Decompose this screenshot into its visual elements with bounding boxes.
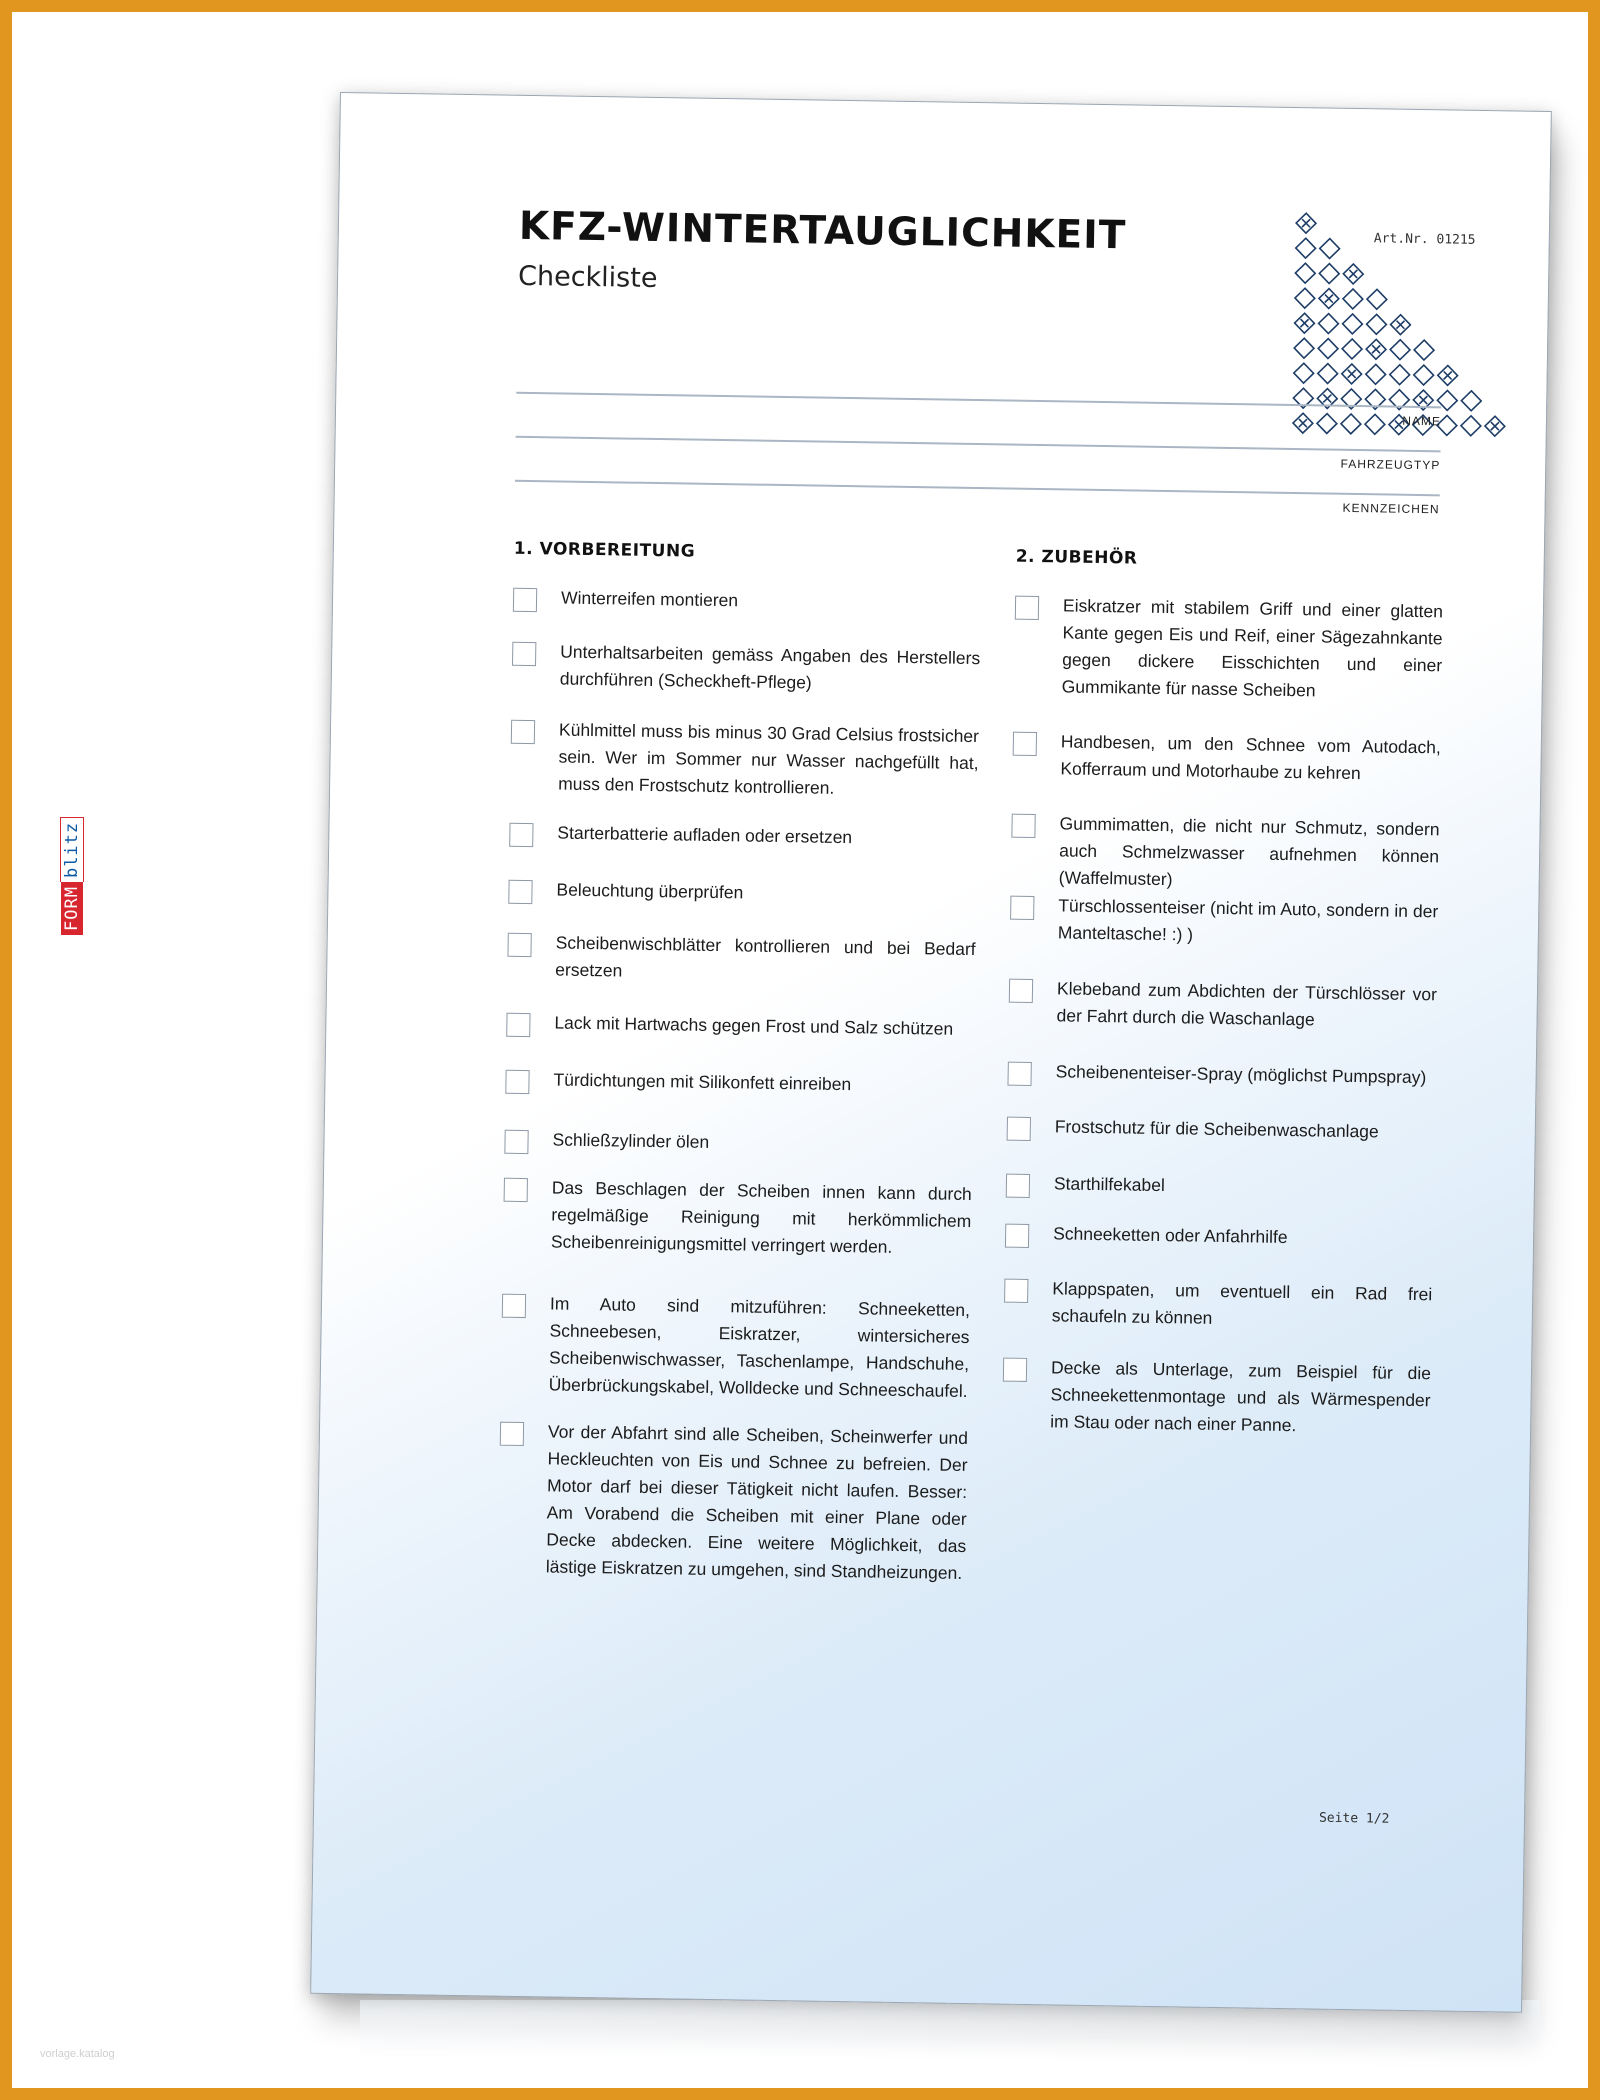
checkbox[interactable]: [506, 1013, 530, 1037]
checklist-item-text: Handbesen, um den Schnee vom Autodach, Kofferraum und Motorhaube zu kehren: [1060, 731, 1441, 784]
checklist-item-text: Vor der Abfahrt sind alle Scheiben, Scheinwerfer und Heckleuchten von Eis und Schnee zu befreien. Der Motor darf bei dieser Tätigkeit nicht laufen. Besser: Am Vorabend die Scheiben mit einer Plane oder Decke abdecken. Eine weitere Möglichkeit, das lästige Eiskratzen zu umgehen, sind Standheizungen.: [545, 1421, 969, 1583]
checklist-item-text: Lack mit Hartwachs gegen Frost und Salz schützen: [554, 1012, 954, 1039]
checklist-item-text: Gummimatten, die nicht nur Schmutz, sondern auch Schmelzwasser aufnehmen können (Waffelmuster): [1058, 813, 1440, 890]
checkbox[interactable]: [1007, 1117, 1031, 1141]
checkbox[interactable]: [509, 823, 533, 847]
vehicle-type-field-label: FAHRZEUGTYP: [1340, 456, 1441, 473]
checklist-item-text: Scheibenenteiser-Spray (möglichst Pumpspray): [1055, 1061, 1427, 1088]
checkbox[interactable]: [1003, 1358, 1027, 1382]
checkbox[interactable]: [1005, 1224, 1029, 1248]
checkbox[interactable]: [1015, 596, 1039, 620]
checklist-item-text: Türdichtungen mit Silikonfett einreiben: [553, 1069, 852, 1095]
document-page: [310, 92, 1552, 2013]
checkbox[interactable]: [1004, 1279, 1028, 1303]
license-plate-field-line: [515, 480, 1440, 497]
checklist-item-text: Winterreifen montieren: [560, 587, 739, 611]
checkbox[interactable]: [504, 1178, 528, 1202]
checkbox[interactable]: [500, 1422, 524, 1446]
checklist-item-text: Klappspaten, um eventuell ein Rad frei schaufeln zu können: [1051, 1278, 1433, 1328]
checkbox[interactable]: [502, 1294, 526, 1318]
checkbox[interactable]: [512, 642, 536, 666]
name-field-label: NAME: [1402, 413, 1442, 429]
checklist-item-text: Das Beschlagen der Scheiben innen kann durch regelmäßige Reinigung mit herkömmlichem Scheibenreinigungsmittel verringert werden.: [550, 1177, 972, 1257]
checkbox[interactable]: [1007, 1062, 1031, 1086]
watermark-text: vorlage.katalog: [40, 2048, 115, 2060]
checkbox[interactable]: [511, 720, 535, 744]
checklist-item-text: Unterhaltsarbeiten gemäss Angaben des Herstellers durchführen (Scheckheft-Pflege): [559, 641, 981, 693]
page-number: Seite 1/2: [1318, 1810, 1390, 1827]
checkbox[interactable]: [504, 1130, 528, 1154]
checklist-item-text: Kühlmittel muss bis minus 30 Grad Celsius frostsicher sein. Wer im Sommer nur Wasser nachgefüllt hat, muss den Frostschutz kontrollieren.: [558, 719, 980, 798]
checkbox[interactable]: [1009, 979, 1033, 1003]
checkbox[interactable]: [507, 933, 531, 957]
checklist-item-text: Scheibenwischblätter kontrollieren und bei Bedarf ersetzen: [555, 932, 976, 981]
checkbox[interactable]: [1006, 1174, 1030, 1198]
checkbox[interactable]: [508, 880, 532, 904]
license-plate-field-label: KENNZEICHEN: [1342, 500, 1440, 517]
article-number: Art.Nr. 01215: [1373, 231, 1476, 248]
checklist-item-text: Starterbatterie aufladen oder ersetzen: [557, 822, 853, 848]
checklist-item-text: Eiskratzer mit stabilem Griff und einer glatten Kante gegen Eis und Reif, einer Sägezahnkante gegen dickere Eisschichten und einer Gummikante für nasse Scheiben: [1061, 595, 1444, 701]
checklist-item-text: Klebeband zum Abdichten der Türschlösser vor der Fahrt durch die Waschanlage: [1056, 978, 1438, 1030]
checklist-item-text: Schneeketten oder Anfahrhilfe: [1053, 1223, 1288, 1248]
checklist-item-text: Beleuchtung überprüfen: [556, 879, 744, 903]
checklist-item-text: Frostschutz für die Scheibenwaschanlage: [1054, 1116, 1379, 1142]
formblitz-logo: FORM blitz: [60, 817, 84, 935]
checkbox[interactable]: [505, 1070, 529, 1094]
checkbox[interactable]: [1013, 732, 1037, 756]
section-preparation-title: 1. VORBEREITUNG: [513, 538, 696, 562]
section-accessories-title: 2. ZUBEHÖR: [1015, 546, 1138, 569]
checkbox[interactable]: [1011, 814, 1035, 838]
checkbox[interactable]: [513, 588, 537, 612]
checklist-item-text: Starthilfekabel: [1053, 1173, 1165, 1196]
document-title: KFZ-WINTERTAUGLICHKEIT: [518, 203, 1127, 259]
checklist-item-text: Türschlossenteiser (nicht im Auto, sondern in der Manteltasche! :) ): [1057, 895, 1439, 945]
checklist-item-text: Decke als Unterlage, zum Beispiel für die Schneekettenmontage und als Wärmespender im Stau oder nach einer Panne.: [1050, 1357, 1432, 1436]
checklist-item-text: Im Auto sind mitzuführen: Schneeketten, Schneebesen, Eiskratzer, wintersicheres Scheibenwischwasser, Taschenlampe, Handschuhe, Überbrückungskabel, Wolldecke und Schneeschaufel.: [548, 1293, 971, 1402]
document-subtitle: Checkliste: [517, 260, 658, 295]
checklist-item-text: Schließzylinder ölen: [552, 1129, 710, 1152]
checkbox[interactable]: [1010, 896, 1034, 920]
